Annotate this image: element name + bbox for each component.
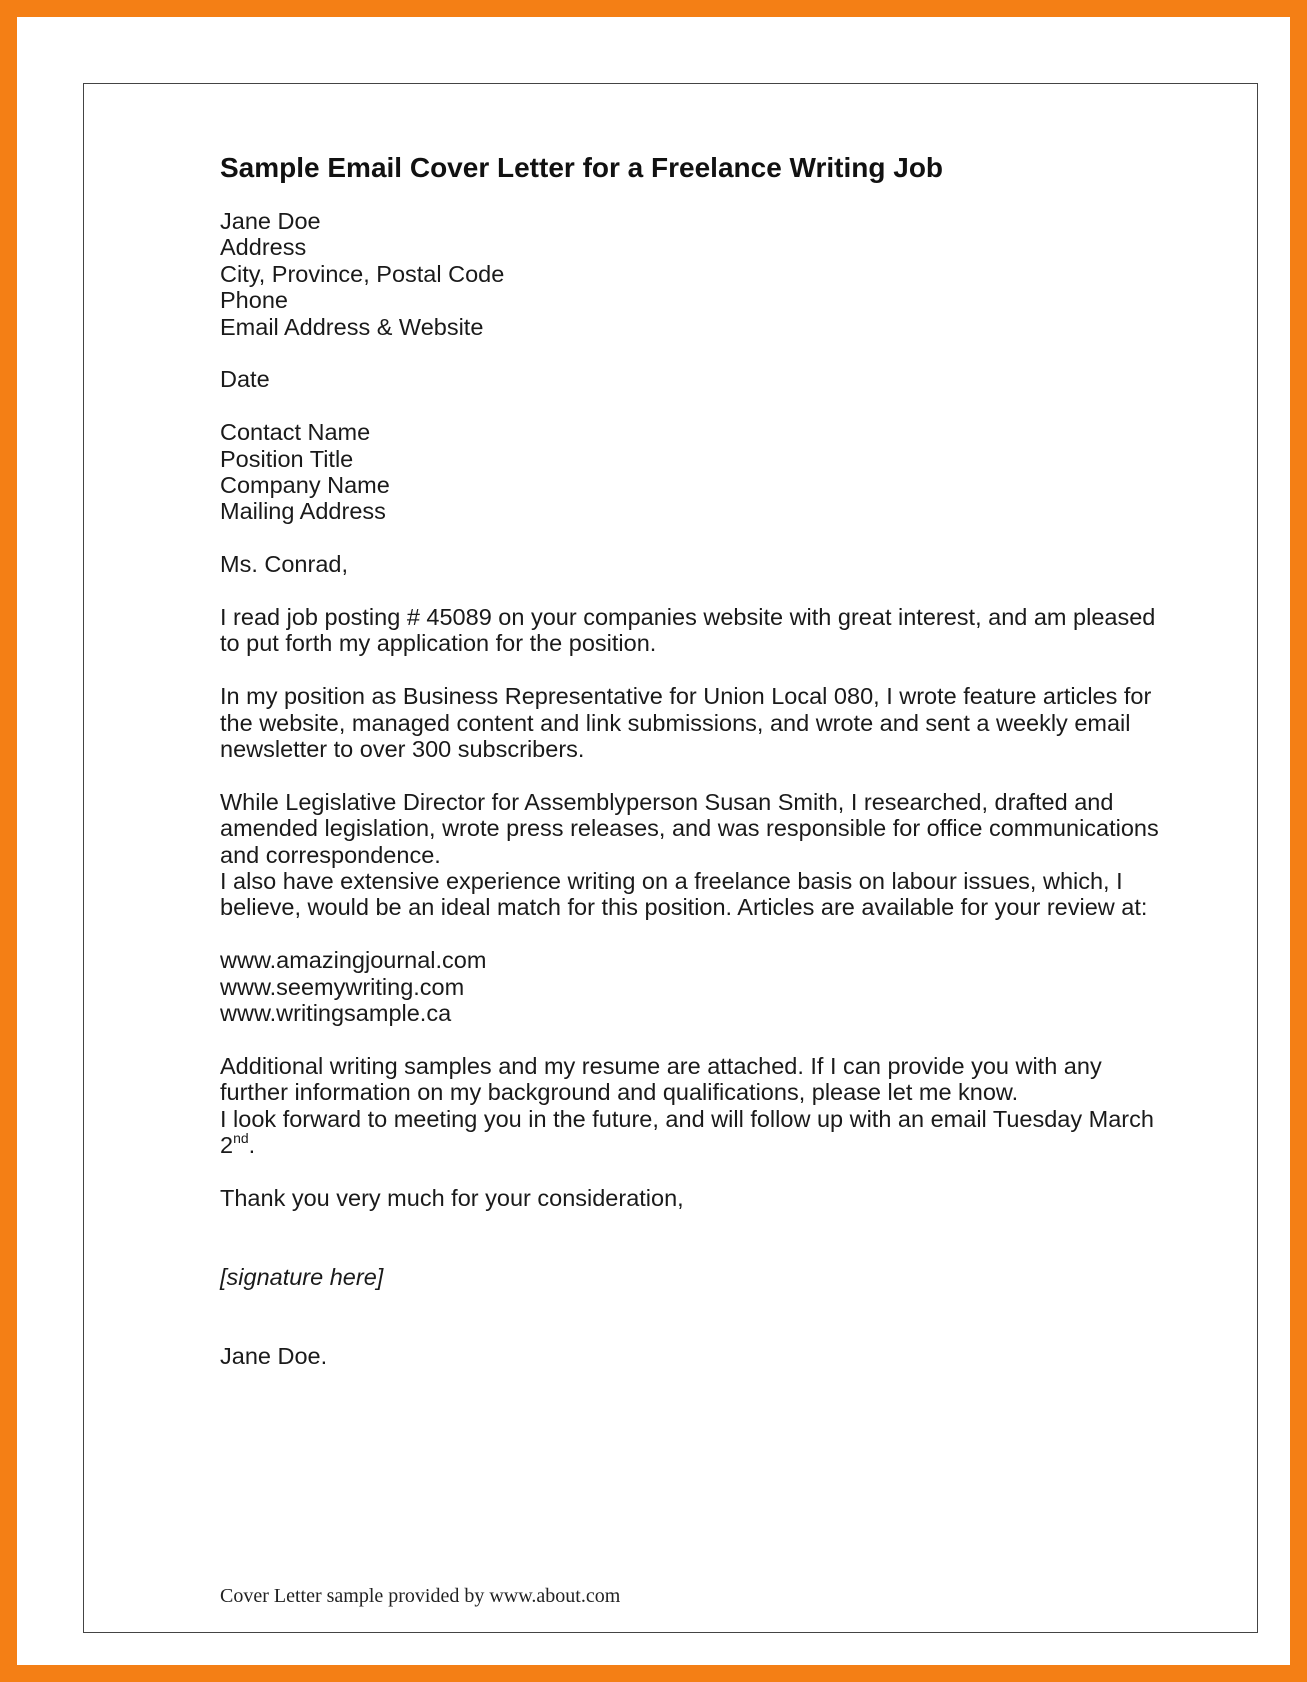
signature-placeholder: [signature here] xyxy=(220,1264,384,1291)
paragraph-line: I read job posting # 45089 on your companies website with great interest, and am pleased xyxy=(220,604,1156,631)
footer-credit: Cover Letter sample provided by www.about.com xyxy=(220,1585,621,1607)
paragraph-legislative-experience xyxy=(220,789,1230,921)
sender-address: Address xyxy=(220,234,307,261)
paragraph-line: newsletter to over 300 subscribers. xyxy=(220,736,585,763)
portfolio-link[interactable]: www.seemywriting.com xyxy=(220,973,465,1000)
paragraph-additional xyxy=(220,1053,1230,1159)
letter-page xyxy=(83,83,1258,1633)
sender-name: Jane Doe xyxy=(220,208,321,234)
paragraph-line: I look forward to meeting you in the future, and will follow up with an email Tuesday March xyxy=(220,1105,1154,1132)
date-day: 2 xyxy=(220,1132,234,1159)
recipient-block xyxy=(220,419,1230,525)
recipient-company-name: Company Name xyxy=(220,472,390,499)
paragraph-line xyxy=(220,1132,1230,1158)
paragraph-line: and correspondence. xyxy=(220,841,441,868)
sender-block xyxy=(220,208,1230,340)
paragraph-line: the website, managed content and link submissions, and wrote and sent a weekly email xyxy=(220,709,1131,736)
paragraph-line: further information on my background and qualifications, please let me know. xyxy=(220,1079,1019,1106)
salutation: Ms. Conrad, xyxy=(220,551,348,578)
portfolio-link[interactable]: www.amazingjournal.com xyxy=(220,947,487,974)
portfolio-link[interactable]: www.writingsample.ca xyxy=(220,1000,452,1027)
portfolio-links xyxy=(220,947,1230,1026)
sender-city: City, Province, Postal Code xyxy=(220,260,505,287)
paragraph-line: In my position as Business Representative for Union Local 080, I wrote feature articles for xyxy=(220,683,1152,710)
ordinal-suffix: nd xyxy=(233,1130,249,1147)
letter-content xyxy=(220,152,1230,1370)
paragraph-intro xyxy=(220,604,1230,657)
recipient-contact-name: Contact Name xyxy=(220,419,371,446)
period: . xyxy=(248,1132,256,1159)
recipient-mailing-address: Mailing Address xyxy=(220,498,386,525)
recipient-position-title: Position Title xyxy=(220,445,354,472)
paragraph-line: amended legislation, wrote press releases, and was responsible for office communications xyxy=(220,815,1159,842)
letter-date: Date xyxy=(220,366,270,393)
paragraph-line: Additional writing samples and my resume are attached. If I can provide you with any xyxy=(220,1052,1102,1079)
paragraph-union-experience xyxy=(220,683,1230,762)
paragraph-line: to put forth my application for the position. xyxy=(220,630,657,657)
paragraph-line: believe, would be an ideal match for this position. Articles are available for your review at: xyxy=(220,894,1148,921)
paragraph-line: While Legislative Director for Assemblyperson Susan Smith, I researched, drafted and xyxy=(220,788,1114,815)
sender-phone: Phone xyxy=(220,287,288,314)
paragraph-line: I also have extensive experience writing on a freelance basis on labour issues, which, I xyxy=(220,868,1123,895)
closing: Thank you very much for your consideration, xyxy=(220,1184,684,1211)
sender-email-website: Email Address & Website xyxy=(220,313,484,340)
signoff-name: Jane Doe. xyxy=(220,1343,328,1370)
page-title: Sample Email Cover Letter for a Freelance Writing Job xyxy=(220,152,944,183)
